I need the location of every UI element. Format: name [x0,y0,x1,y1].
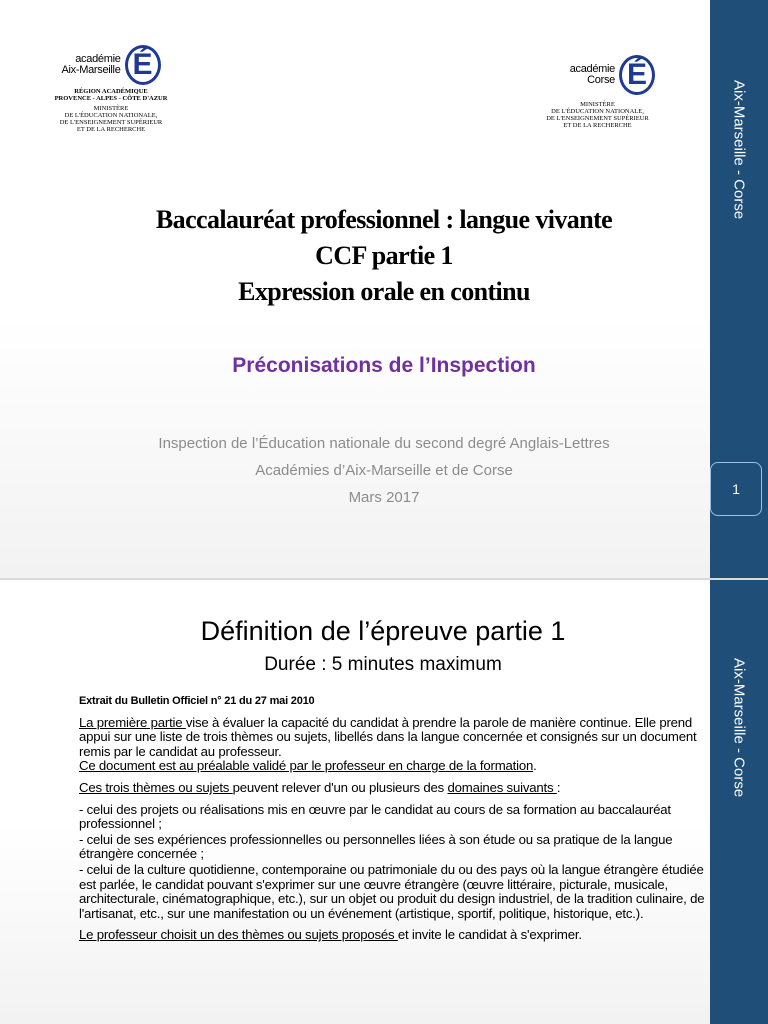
source-reference: Extrait du Bulletin Officiel n° 21 du 27 mai 2010 [79,695,315,707]
title-line: CCF partie 1 [315,241,453,270]
duration-text: Durée : 5 minutes maximum [264,654,502,675]
slide-body [79,694,709,950]
paragraph [79,928,709,943]
credit-line: Académies d’Aix-Marseille et de Corse [255,462,513,479]
sidebar-label: Aix-Marseille - Corse [730,80,748,220]
title-line: Expression orale en continu [238,277,530,306]
logo-ministry-line: ET DE LA RECHERCHE [76,126,146,133]
body-text: peuvent relever d'un ou plusieurs des [232,779,448,795]
logo-region-line: RÉGION ACADÉMIQUE [74,88,148,95]
logo-e-icon: É [125,45,161,85]
logo-city-text: Aix-Marseille [61,64,121,76]
logo-ministry-line: MINISTÈRE [580,101,615,108]
underlined-text: domaines suivants [447,779,557,795]
logo-e-icon: É [619,55,655,95]
slide-title: Définition de l’épreuve partie 1 [200,616,566,646]
underlined-text: Ce document est au préalable validé par le professeur en charge de la formation [79,758,534,774]
sidebar [710,580,768,1024]
body-text: vise à évaluer la capacité du candidat à prendre la parole de manière continue. Elle prend appui sur une liste de trois thèmes ou sujets, libellés dans la langue concernée et consignés sur un document remis par le candidat au professeur. [79,714,697,759]
sidebar [710,0,768,578]
paragraph [79,716,709,774]
slide-2 [0,580,768,1024]
body-text: . [533,758,537,774]
list-item: - celui de la culture quotidienne, contemporaine ou patrimoniale du ou des pays où la langue étrangère étudiée est parlée, le candidat pouvant s'exprimer sur une œuvre étrangère (œuvre littéraire, picturale, musicale, architecturale, cinématographique, etc.), sur un objet ou produit du design industriel, de la tradition culinaire, de l'artisanat, etc., sur une manifestation ou un événement (artistique, sportif, politique, historique, etc.). [79,861,705,921]
slide-title [0,202,768,310]
logo-ministry-line: DE L'ENSEIGNEMENT SUPÉRIEUR [59,119,163,126]
logo-academie-text: académie [75,53,121,65]
paragraph [79,781,709,796]
logo-region-line: PROVENCE - ALPES - CÔTE D'AZUR [54,95,168,102]
underlined-text: La première partie [79,714,186,730]
logo-ministry-line: ET DE LA RECHERCHE [563,122,632,129]
academie-aix-marseille-logo [46,45,176,133]
logo-ministry-line: DE L'ENSEIGNEMENT SUPÉRIEUR [546,115,649,122]
list-item: - celui de ses expériences professionnelles ou personnelles liées à son étude ou sa pratique de la langue étrangère concernée ; [79,831,673,862]
sidebar-label: Aix-Marseille - Corse [730,658,748,798]
underlined-text: Le professeur choisit un des thèmes ou sujets proposés [79,927,398,943]
logo-ministry-line: MINISTÈRE [93,105,129,112]
logo-ministry-line: DE L'ÉDUCATION NATIONALE, [64,112,158,119]
credit-line: Inspection de l’Éducation nationale du second degré Anglais-Lettres [158,435,610,452]
title-line: Baccalauréat professionnel : langue vivante [155,205,613,234]
credit-line: Mars 2017 [348,489,420,506]
logo-city-text: Corse [587,74,615,86]
body-text: : [556,779,561,795]
list-item: - celui des projets ou réalisations mis en œuvre par le candidat au cours de sa formation au baccalauréat professionnel ; [79,801,671,832]
credits [0,430,768,511]
underlined-text: Ces trois thèmes ou sujets [79,779,233,795]
slide-subtitle: Préconisations de l’Inspection [232,354,536,377]
academie-corse-logo [530,45,665,129]
logo-academie-text: académie [569,63,615,75]
body-text: et invite le candidat à s'exprimer. [397,927,582,943]
page-number-badge: 1 [710,462,762,516]
logo-ministry-line: DE L'ÉDUCATION NATIONALE, [551,108,644,115]
